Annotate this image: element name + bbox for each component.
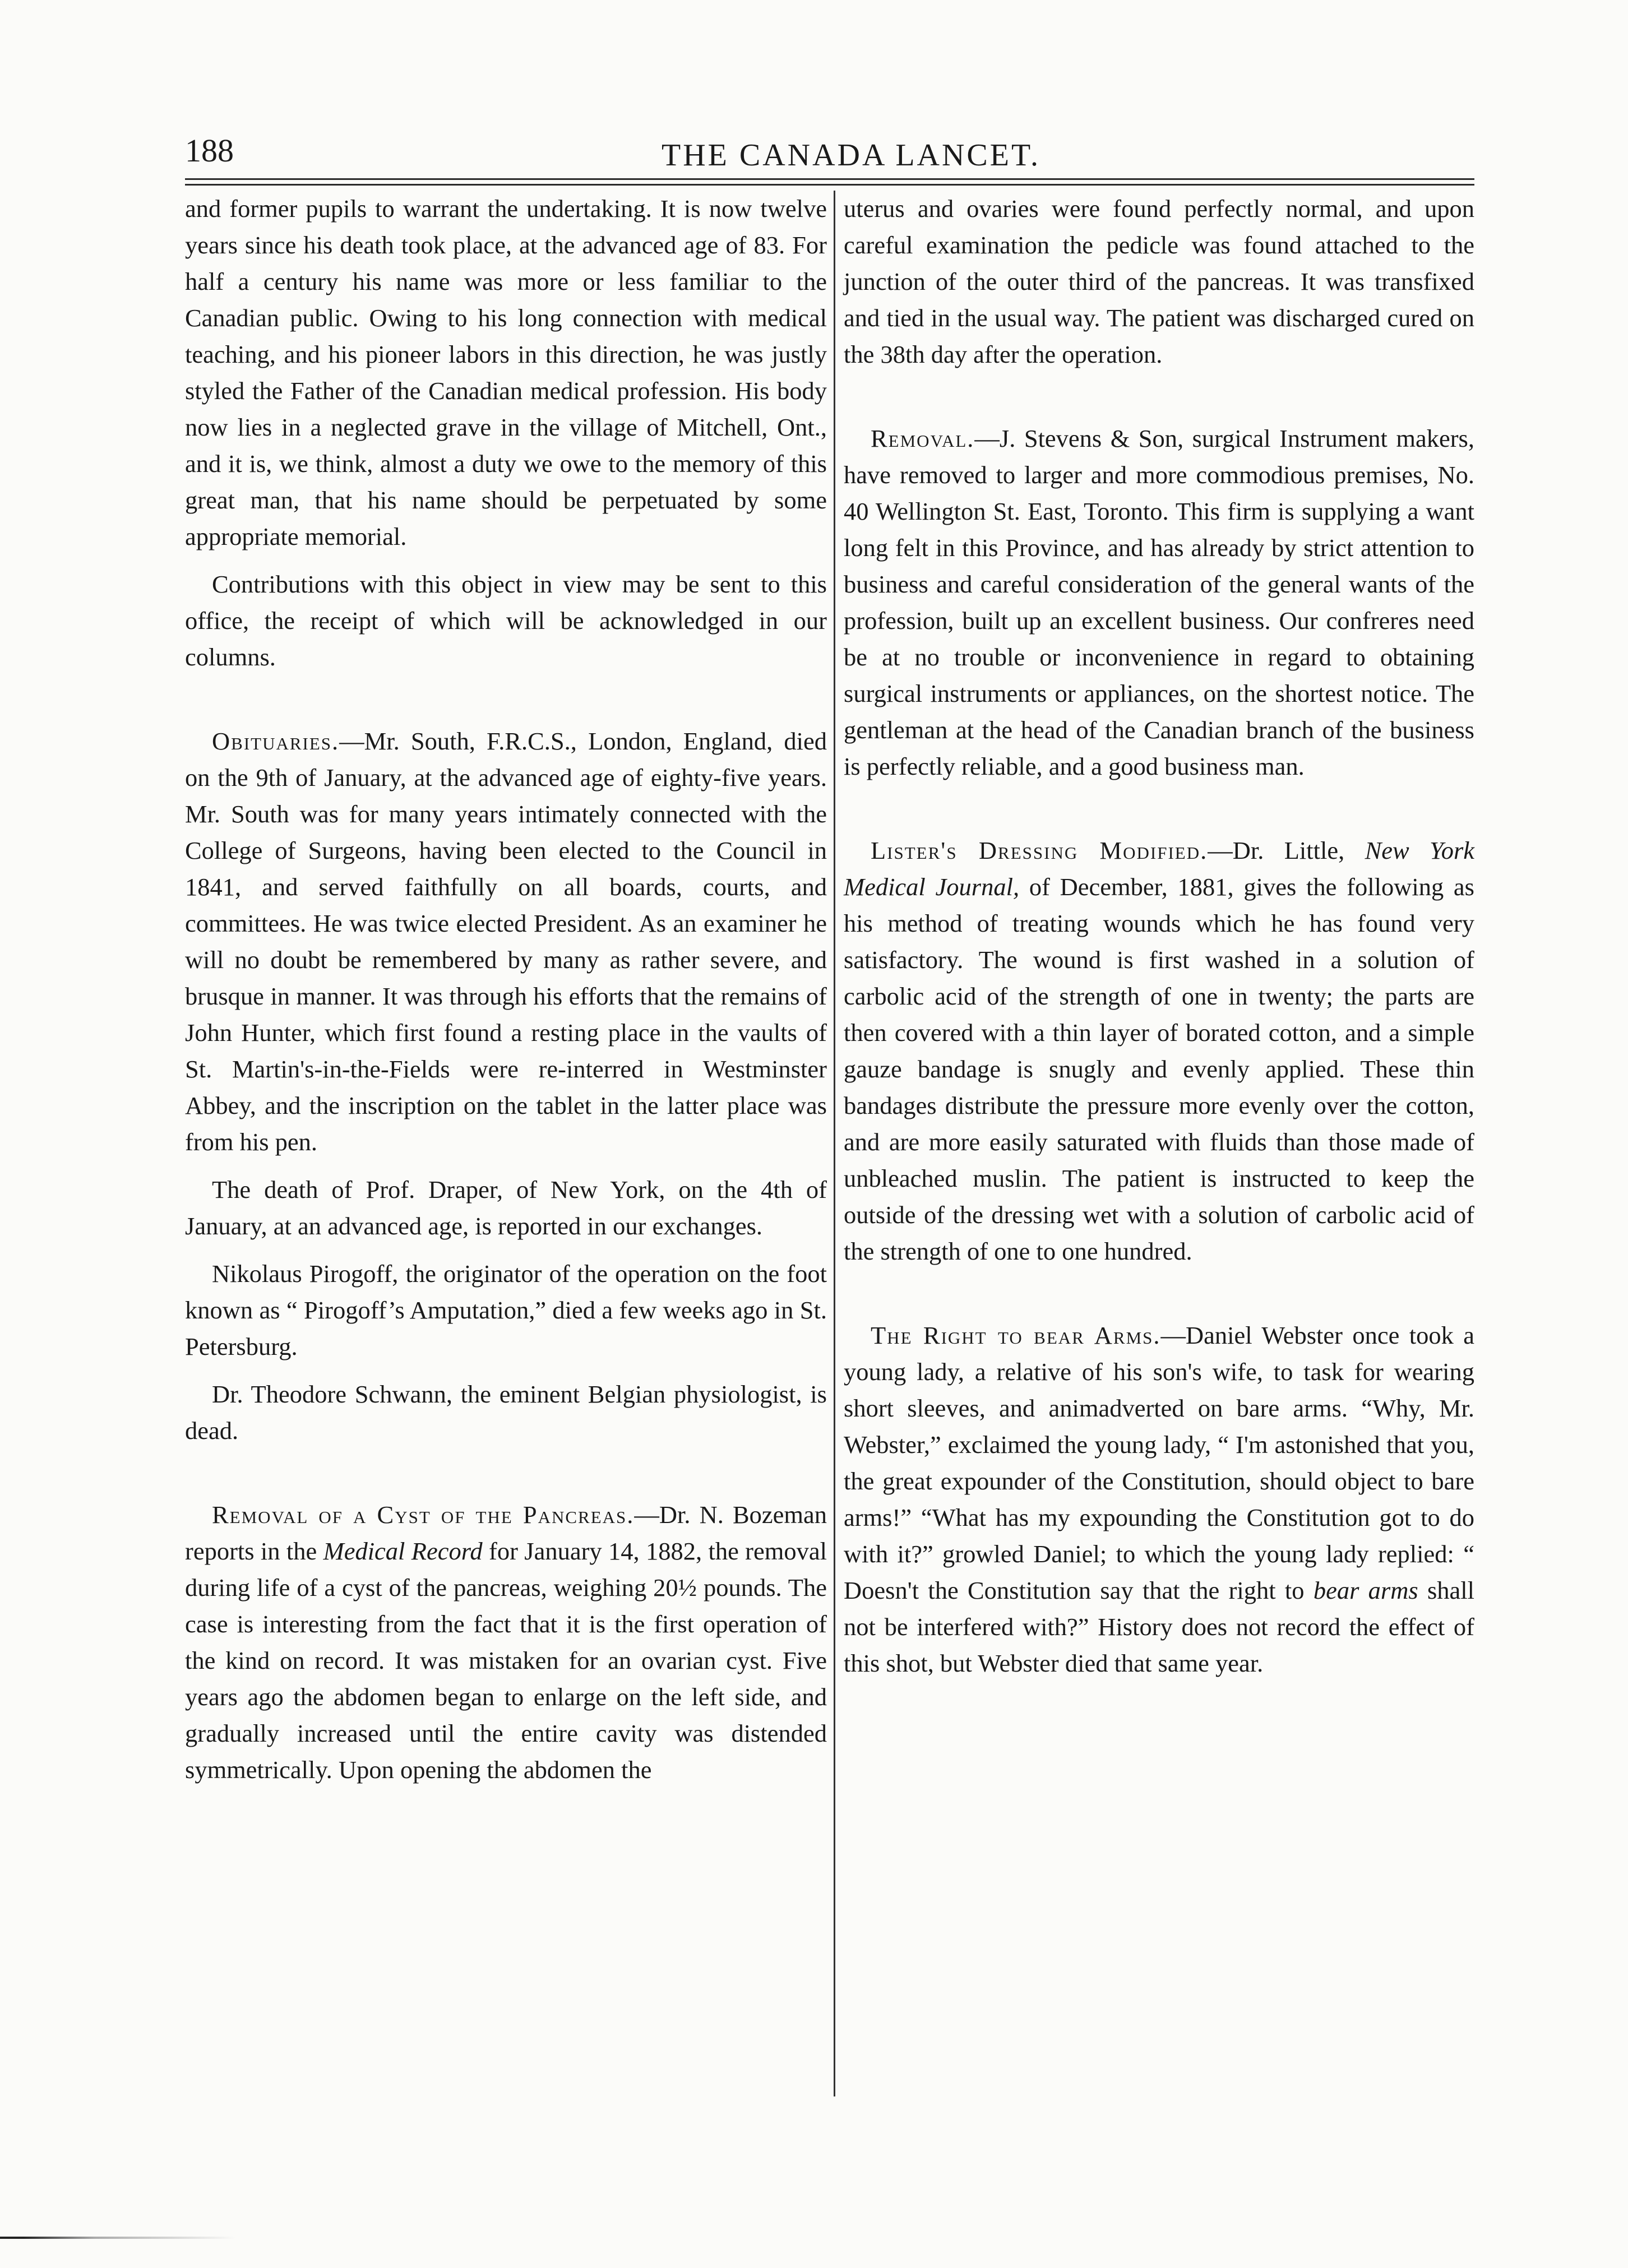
pirogoff-paragraph: Nikolaus Pirogoff, the originator of the operation on the foot known as “ Pirogoff’s Amputation,” died a few weeks ago in St. Petersburg. [185, 1260, 827, 1360]
obituaries-text: —Mr. South, F.R.C.S., London, England, died on the 9th of January, at the advanced age of eighty-five years. Mr. South was for many years intimately connected with the College of Surgeons, having been elected to the Council in 1841, and served faithfully on all boards, courts, and committees. He was twice elected President. As an examiner he will no doubt be remembered by many as rather severe, and brusque in manner. It was through his efforts that the remains of John Hunter, which first found a resting place in the vaults of St. Martin's-in-the-Fields were re-interred in Westminster Abbey, and the inscription on the tablet in the latter place was from his pen. [185, 727, 827, 1156]
cyst-continuation: uterus and ovaries were found perfectly normal, and upon careful examination the pedicle was found attached to the junction of the outer third of the pancreas. It was transfixed and tied in the usual way. The patient was discharged cured on the 38th day after the operation. [844, 195, 1474, 368]
cyst-heading: Removal of a Cyst of the Pancreas. [212, 1501, 635, 1529]
header-rule-bottom [185, 184, 1474, 186]
obituaries-heading: Obituaries. [212, 727, 340, 755]
running-title: THE CANADA LANCET. [662, 138, 1041, 173]
lister-journal-title: New York Medical Journal, [844, 836, 1475, 901]
arms-section [844, 1317, 1474, 1682]
draper-paragraph: The death of Prof. Draper, of New York, on the 4th of January, at an advanced age, is reported in our exchanges. [185, 1175, 827, 1240]
left-column [185, 191, 827, 1788]
lister-text-a: —Dr. Little, [1208, 836, 1345, 864]
obituaries-section [185, 723, 827, 1160]
arms-text-a: —Daniel Webster once took a young lady, a relative of his son's wife, to task for wearing short sleeves, and animadverted on bare arms. “Why, Mr. Webster,” exclaimed the young lady, “ I'm astonished that you, the great expounder of the Constitution, should object to bare arms!” “What has my expounding the Constitution got to do with it?” growled Daniel; to which the young lady replied: “ Doesn't the Constitution say that the right to [844, 1321, 1475, 1604]
arms-heading: The Right to bear Arms. [871, 1321, 1161, 1349]
cyst-text-b: for January 14, 1882, the removal during life of a cyst of the pancreas, weighing 20½ pounds. The case is interesting from the fact that it is the first operation of the kind on record. It was mistaken for an ovarian cyst. Five years ago the abdomen began to enlarge on the left side, and gradually increased until the entire cavity was distended symmetrically. Upon opening the abdomen the [185, 1537, 827, 1784]
removal-section [844, 420, 1474, 785]
removal-heading: Removal. [871, 424, 975, 452]
lister-text-b: of December, 1881, gives the following as his method of treating wounds which he has found very satisfactory. The wound is first washed in a solution of carbolic acid of the strength of one in twenty; the parts are then covered with a thin layer of borated cotton, and a simple gauze bandage is snugly and evenly applied. These thin bandages distribute the pressure more evenly over the cotton, and are more easily saturated with fluids than those made of unbleached muslin. The patient is instructed to keep the outside of the dressing wet with a solution of carbolic acid of the strength of one to one hundred. [844, 873, 1474, 1265]
header-rule-top [185, 178, 1474, 180]
lister-heading: Lister's Dressing Modified. [871, 836, 1208, 864]
lister-section [844, 832, 1474, 1270]
page-number: 188 [185, 132, 234, 169]
memorial-paragraph: and former pupils to warrant the undertaking. It is now twelve years since his death took place, at the advanced age of 83. For half a century his name was more or less familiar to the Canadian public. Owing to his long connection with medical teaching, and his pioneer labors in this direction, he was justly styled the Father of the Canadian medical profession. His body now lies in a neglected grave in the village of Mitchell, Ont., and it is, we think, almost a duty we owe to the memory of this great man, that his name should be perpetuated by some appropriate memorial. [185, 195, 827, 550]
arms-text-b: shall not be interfered with?” History does not record the effect of this shot, but Webster died that same year. [844, 1576, 1475, 1677]
contributions-paragraph: Contributions with this object in view may be sent to this office, the receipt of which will be acknowledged in our columns. [185, 570, 827, 671]
schwann-paragraph: Dr. Theodore Schwann, the eminent Belgian physiologist, is dead. [185, 1380, 827, 1445]
page-header [185, 126, 1474, 177]
scan-edge-mark [0, 2237, 235, 2239]
cyst-section [185, 1497, 827, 1788]
cyst-journal-title: Medical Record [323, 1537, 483, 1565]
removal-text: —J. Stevens & Son, surgical Instrument makers, have removed to larger and more commodious premises, No. 40 Wellington St. East, Toronto. This firm is supplying a want long felt in this Province, and has already by strict attention to business and careful consideration of the general wants of the profession, built up an excellent business. Our confreres need be at no trouble or inconvenience in regard to obtaining surgical instruments or appliances, on the shortest notice. The gentleman at the head of the Canadian branch of the business is perfectly reliable, and a good business man. [844, 424, 1474, 780]
right-column [844, 191, 1474, 1682]
cyst-text-a: —Dr. N. Bozeman reports in the [185, 1501, 827, 1565]
arms-italic-phrase: bear arms [1313, 1576, 1418, 1604]
column-divider [834, 191, 835, 2096]
